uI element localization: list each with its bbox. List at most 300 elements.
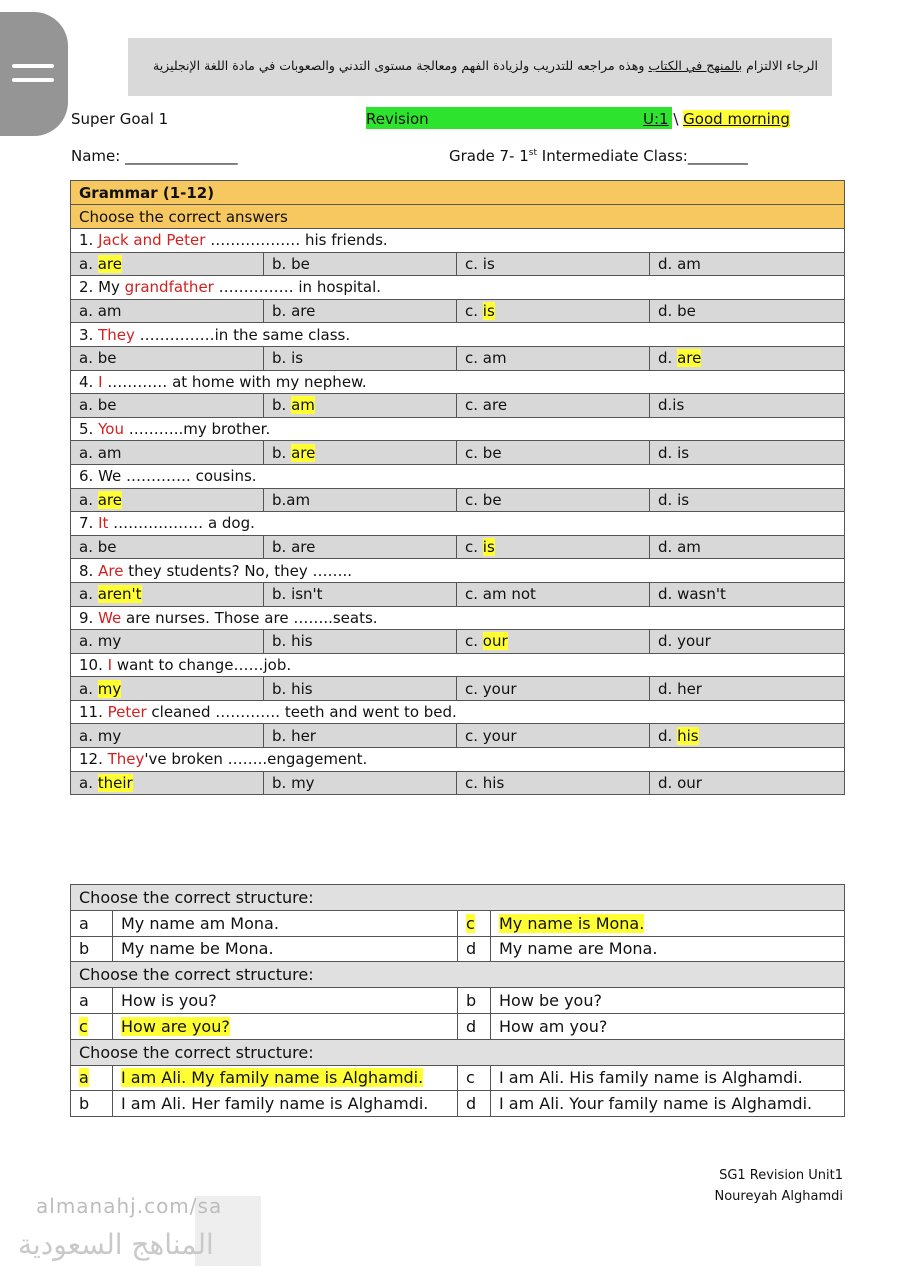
question-prefix: 7. xyxy=(79,514,99,533)
option-text: isn't xyxy=(291,585,323,604)
option-letter: c. xyxy=(465,302,483,321)
options-row xyxy=(71,346,845,370)
correct-answer: is xyxy=(482,538,495,557)
question-prefix: 5. xyxy=(79,420,99,439)
answer-option[interactable] xyxy=(650,630,845,654)
question-text xyxy=(71,229,845,253)
letter-text: d xyxy=(466,1094,477,1114)
option-letter: d. xyxy=(658,254,678,273)
structure-option[interactable] xyxy=(491,1013,845,1039)
option-letter: c. xyxy=(465,490,483,509)
option-letter: c. xyxy=(465,773,483,792)
option-letter: d. xyxy=(658,349,678,368)
answer-option[interactable] xyxy=(71,535,264,559)
option-text: wasn't xyxy=(677,585,726,604)
answer-option[interactable] xyxy=(71,630,264,654)
correct-answer: aren't xyxy=(97,585,142,604)
menu-icon-bar xyxy=(12,64,54,68)
option-text: be xyxy=(97,349,117,368)
option-text: her xyxy=(677,679,702,698)
grammar-instruction: Choose the correct answers xyxy=(71,205,845,229)
question-text xyxy=(71,606,845,630)
question-text xyxy=(71,653,845,677)
option-letter: a. xyxy=(79,443,98,462)
option-text: my xyxy=(291,773,315,792)
correct-structure: How are you? xyxy=(121,1016,230,1036)
option-letter: a. xyxy=(79,585,98,604)
answer-option[interactable] xyxy=(650,346,845,370)
correct-answer: am xyxy=(291,396,315,415)
question-row xyxy=(71,559,845,583)
question-subject: Peter xyxy=(107,703,147,722)
structure-letter[interactable] xyxy=(458,1013,491,1039)
option-letter: a. xyxy=(79,773,98,792)
option-letter: b. xyxy=(272,443,292,462)
options-row xyxy=(71,677,845,701)
option-letter: c. xyxy=(465,538,483,557)
question-prefix: 9. xyxy=(79,608,99,627)
structure-row xyxy=(71,1013,845,1039)
answer-option[interactable] xyxy=(264,252,457,276)
question-prefix: 6. We xyxy=(79,467,127,486)
structure-option[interactable] xyxy=(491,936,845,962)
option-letter: b. xyxy=(272,773,292,792)
question-prefix: 3. xyxy=(79,325,99,344)
unit-number: U:1 xyxy=(643,110,669,128)
structure-letter[interactable] xyxy=(71,1013,113,1039)
option-letter: d. xyxy=(658,490,678,509)
option-text: am xyxy=(97,302,122,321)
question-row xyxy=(71,276,845,300)
structure-option[interactable] xyxy=(491,988,845,1014)
structure-option[interactable] xyxy=(491,1065,845,1091)
question-text xyxy=(71,323,845,347)
option-letter: a. xyxy=(79,726,98,745)
options-row xyxy=(71,488,845,512)
option-text: be xyxy=(291,254,310,273)
option-text: are xyxy=(291,538,316,557)
answer-option[interactable] xyxy=(650,724,845,748)
structure-letter[interactable] xyxy=(458,1065,491,1091)
option-text: your xyxy=(482,679,517,698)
answer-option[interactable] xyxy=(71,394,264,418)
question-prefix: 11. xyxy=(79,703,108,722)
option-letter: a. xyxy=(79,349,98,368)
question-rest: ………… at home with my nephew. xyxy=(102,372,367,391)
question-text xyxy=(71,748,845,772)
option-text: is xyxy=(482,254,495,273)
name-field: Name: _______________ xyxy=(71,147,238,165)
options-row xyxy=(71,535,845,559)
structure-row xyxy=(71,988,845,1014)
banner-pre: الرجاء الالتزام xyxy=(742,58,818,73)
options-row xyxy=(71,771,845,795)
watermark-arabic: المناهج السعودية xyxy=(18,1228,214,1261)
structure-instruction: Choose the correct structure: xyxy=(71,885,845,911)
answer-option[interactable] xyxy=(650,252,845,276)
answer-option[interactable] xyxy=(71,724,264,748)
question-prefix: 1. xyxy=(79,231,99,250)
structure-header-row xyxy=(71,962,845,988)
answer-option[interactable] xyxy=(264,771,457,795)
unit-title: Good morning xyxy=(683,110,790,128)
answer-option[interactable] xyxy=(71,488,264,512)
grade-class-field xyxy=(449,147,748,165)
option-letter: b. xyxy=(272,726,292,745)
question-row xyxy=(71,700,845,724)
correct-answer: my xyxy=(97,679,122,698)
option-letter: c. xyxy=(465,585,483,604)
structure-row xyxy=(71,936,845,962)
question-subject: I xyxy=(98,372,103,391)
structure-option[interactable] xyxy=(113,1091,458,1117)
question-prefix: 10. xyxy=(79,655,108,674)
correct-answer: our xyxy=(482,632,508,651)
option-text: my xyxy=(97,632,122,651)
letter-text: d xyxy=(466,1016,477,1036)
option-letter: d. xyxy=(658,632,678,651)
answer-option[interactable] xyxy=(457,394,650,418)
question-subject: grandfather xyxy=(124,278,214,297)
structure-text: My name be Mona. xyxy=(121,939,274,959)
question-row xyxy=(71,748,845,772)
correct-answer: are xyxy=(291,443,316,462)
structure-letter[interactable] xyxy=(71,936,113,962)
structure-letter[interactable] xyxy=(458,936,491,962)
answer-option[interactable] xyxy=(650,394,845,418)
options-row xyxy=(71,724,845,748)
structure-text: I am Ali. Your family name is Alghamdi. xyxy=(499,1094,813,1114)
answer-option[interactable] xyxy=(650,441,845,465)
option-text: our xyxy=(677,773,702,792)
structure-option[interactable] xyxy=(113,988,458,1014)
answer-option[interactable] xyxy=(71,441,264,465)
option-letter: d. xyxy=(658,679,678,698)
answer-option[interactable] xyxy=(264,394,457,418)
question-text xyxy=(71,417,845,441)
question-text xyxy=(71,370,845,394)
unit-separator: \ xyxy=(668,110,684,128)
structure-text: I am Ali. His family name is Alghamdi. xyxy=(499,1068,803,1088)
answer-option[interactable] xyxy=(650,582,845,606)
option-letter: c. xyxy=(465,349,483,368)
option-text: be xyxy=(677,302,696,321)
question-text xyxy=(71,276,845,300)
option-text: your xyxy=(677,632,711,651)
book-title: Super Goal 1 xyxy=(71,110,169,128)
question-row xyxy=(71,512,845,536)
structure-row xyxy=(71,910,845,936)
options-row xyxy=(71,394,845,418)
menu-icon-bar xyxy=(12,78,54,82)
option-letter: b. xyxy=(272,254,292,273)
question-rest: ……………… a dog. xyxy=(108,514,255,533)
question-subject: I xyxy=(107,655,113,674)
answer-option[interactable] xyxy=(650,488,845,512)
option-letter: c. xyxy=(465,443,483,462)
structure-text: How be you? xyxy=(499,991,602,1011)
option-text: his xyxy=(291,632,313,651)
question-rest: ……………… his friends. xyxy=(205,231,388,250)
option-letter: d. xyxy=(658,443,678,462)
answer-option[interactable] xyxy=(264,346,457,370)
footer-author: Noureyah Alghamdi xyxy=(714,1189,843,1204)
option-text: am xyxy=(97,443,122,462)
structure-option[interactable] xyxy=(491,1091,845,1117)
grammar-title: Grammar (1-12) xyxy=(71,181,845,205)
answer-option[interactable] xyxy=(457,346,650,370)
correct-answer: are xyxy=(677,349,702,368)
question-row xyxy=(71,370,845,394)
answer-option[interactable] xyxy=(457,535,650,559)
option-text: is xyxy=(677,490,690,509)
answer-option[interactable] xyxy=(71,299,264,323)
answer-option[interactable] xyxy=(264,441,457,465)
question-subject: It xyxy=(98,514,109,533)
question-rest: …………. cousins. xyxy=(126,467,257,486)
answer-option[interactable] xyxy=(457,771,650,795)
structure-table xyxy=(70,884,845,1117)
letter-text: d xyxy=(466,939,477,959)
option-letter: a. xyxy=(79,632,98,651)
question-subject: We xyxy=(98,608,122,627)
answer-option[interactable] xyxy=(457,488,650,512)
question-subject: They xyxy=(107,750,145,769)
arabic-banner xyxy=(128,38,832,96)
option-letter: c. xyxy=(465,679,483,698)
structure-option[interactable] xyxy=(491,910,845,936)
question-prefix: 8. xyxy=(79,561,99,580)
structure-letter[interactable] xyxy=(71,910,113,936)
menu-icon[interactable] xyxy=(0,12,68,136)
answer-option[interactable] xyxy=(264,535,457,559)
question-rest: are nurses. Those are ……..seats. xyxy=(121,608,378,627)
option-text: are xyxy=(482,396,508,415)
question-subject: Are xyxy=(98,561,124,580)
grade-suffix: Intermediate Class:________ xyxy=(537,147,748,165)
option-letter: d. xyxy=(658,396,673,415)
answer-option[interactable] xyxy=(71,252,264,276)
option-text: his xyxy=(482,773,505,792)
structure-instruction: Choose the correct structure: xyxy=(71,962,845,988)
grade-sup: st xyxy=(528,148,537,158)
question-text xyxy=(71,464,845,488)
option-letter: c. xyxy=(465,254,483,273)
question-row xyxy=(71,417,845,441)
question-row xyxy=(71,653,845,677)
option-letter: d. xyxy=(658,538,678,557)
question-subject: Jack and Peter xyxy=(98,231,206,250)
grammar-table xyxy=(70,180,845,795)
letter-text: c xyxy=(79,1016,88,1036)
question-rest: want to change……job. xyxy=(112,655,292,674)
option-letter: b. xyxy=(272,585,292,604)
letter-text: b xyxy=(79,1094,90,1114)
options-row xyxy=(71,441,845,465)
question-text xyxy=(71,512,845,536)
answer-option[interactable] xyxy=(264,630,457,654)
option-letter: d. xyxy=(658,773,678,792)
option-text: be xyxy=(97,538,117,557)
option-text: be xyxy=(482,443,502,462)
correct-answer: are xyxy=(97,254,122,273)
structure-text: I am Ali. Her family name is Alghamdi. xyxy=(121,1094,429,1114)
correct-structure: I am Ali. My family name is Alghamdi. xyxy=(121,1068,424,1088)
answer-option[interactable] xyxy=(71,677,264,701)
answer-option[interactable] xyxy=(650,771,845,795)
answer-option[interactable] xyxy=(650,299,845,323)
answer-option[interactable] xyxy=(457,582,650,606)
question-rest: they students? No, they …….. xyxy=(123,561,353,580)
question-subject: You xyxy=(98,420,124,439)
structure-text: My name are Mona. xyxy=(499,939,658,959)
option-text: her xyxy=(291,726,316,745)
option-text: his xyxy=(291,679,313,698)
options-row xyxy=(71,582,845,606)
letter-text: b xyxy=(466,991,477,1011)
option-text: my xyxy=(97,726,122,745)
question-rest: ……………in the same class. xyxy=(134,325,351,344)
option-letter: a. xyxy=(79,679,98,698)
answer-option[interactable] xyxy=(650,677,845,701)
question-rest: cleaned …………. teeth and went to bed. xyxy=(146,703,457,722)
structure-letter[interactable] xyxy=(458,1091,491,1117)
answer-option[interactable] xyxy=(457,724,650,748)
option-letter: b. xyxy=(272,302,292,321)
question-subject: They xyxy=(98,325,135,344)
option-text: are xyxy=(291,302,316,321)
structure-option[interactable] xyxy=(113,1065,458,1091)
answer-option[interactable] xyxy=(457,252,650,276)
structure-row xyxy=(71,1065,845,1091)
correct-answer: are xyxy=(97,490,122,509)
structure-letter[interactable] xyxy=(71,1065,113,1091)
structure-text: My name am Mona. xyxy=(121,913,279,933)
answer-option[interactable] xyxy=(457,441,650,465)
option-letter: d. xyxy=(658,585,678,604)
structure-text: How is you? xyxy=(121,991,217,1011)
option-letter: d. xyxy=(658,726,678,745)
revision-label: Revision xyxy=(366,110,429,128)
answer-option[interactable] xyxy=(457,677,650,701)
letter-text: a xyxy=(79,913,89,933)
letter-text: a xyxy=(79,991,89,1011)
option-letter: a. xyxy=(79,254,98,273)
option-text: is xyxy=(677,443,690,462)
option-letter: a. xyxy=(79,396,98,415)
answer-option[interactable] xyxy=(650,535,845,559)
option-letter: b. xyxy=(272,538,292,557)
structure-option[interactable] xyxy=(113,910,458,936)
structure-header-row xyxy=(71,1039,845,1065)
watermark-url: almanahj.com/sa xyxy=(36,1194,223,1218)
option-letter: b. xyxy=(272,632,292,651)
option-text: is xyxy=(672,396,685,415)
option-letter: a. xyxy=(79,538,98,557)
banner-text xyxy=(153,58,818,73)
answer-option[interactable] xyxy=(264,724,457,748)
letter-text: b xyxy=(79,939,90,959)
option-letter: b. xyxy=(272,490,287,509)
question-row xyxy=(71,606,845,630)
structure-instruction: Choose the correct structure: xyxy=(71,1039,845,1065)
question-prefix: 12. xyxy=(79,750,108,769)
option-letter: c. xyxy=(465,396,483,415)
structure-letter[interactable] xyxy=(71,1091,113,1117)
banner-underlined: بالمنهج في الكتاب xyxy=(648,58,743,73)
grade-prefix: Grade 7- 1 xyxy=(449,147,529,165)
structure-row xyxy=(71,1091,845,1117)
option-letter: c. xyxy=(465,632,483,651)
answer-option[interactable] xyxy=(71,346,264,370)
option-text: am xyxy=(677,254,701,273)
options-row xyxy=(71,630,845,654)
options-row xyxy=(71,252,845,276)
structure-text: How am you? xyxy=(499,1016,608,1036)
option-text: is xyxy=(291,349,304,368)
option-text: am not xyxy=(482,585,536,604)
unit-label xyxy=(643,110,790,128)
option-letter: d. xyxy=(658,302,678,321)
letter-text: c xyxy=(466,913,475,933)
letter-text: a xyxy=(79,1068,89,1088)
banner-post: وهذه مراجعه للتدريب ولزيادة الفهم ومعالجة مستوى التدني والصعوبات في مادة اللغة الإنجليزية xyxy=(153,58,649,73)
option-letter: b. xyxy=(272,396,292,415)
option-text: am xyxy=(286,490,311,509)
answer-option[interactable] xyxy=(457,299,650,323)
options-row xyxy=(71,299,845,323)
question-rest: ………..my brother. xyxy=(123,420,271,439)
question-row xyxy=(71,464,845,488)
question-prefix: 2. My xyxy=(79,278,125,297)
answer-option[interactable] xyxy=(264,299,457,323)
option-letter: a. xyxy=(79,302,98,321)
option-letter: b. xyxy=(272,349,292,368)
question-rest: 've broken ……..engagement. xyxy=(144,750,368,769)
structure-header-row xyxy=(71,885,845,911)
answer-option[interactable] xyxy=(264,488,457,512)
correct-structure: My name is Mona. xyxy=(499,913,645,933)
answer-option[interactable] xyxy=(264,582,457,606)
correct-answer: their xyxy=(97,773,133,792)
option-text: be xyxy=(97,396,117,415)
option-text: am xyxy=(482,349,507,368)
correct-answer: is xyxy=(482,302,495,321)
structure-option[interactable] xyxy=(113,936,458,962)
structure-letter[interactable] xyxy=(458,988,491,1014)
correct-answer: his xyxy=(677,726,699,745)
question-text xyxy=(71,559,845,583)
question-row xyxy=(71,323,845,347)
answer-option[interactable] xyxy=(71,771,264,795)
answer-option[interactable] xyxy=(264,677,457,701)
question-row xyxy=(71,229,845,253)
answer-option[interactable] xyxy=(71,582,264,606)
option-text: be xyxy=(482,490,502,509)
question-prefix: 4. xyxy=(79,372,99,391)
option-letter: a. xyxy=(79,490,98,509)
option-letter: c. xyxy=(465,726,483,745)
footer-course: SG1 Revision Unit1 xyxy=(719,1168,843,1183)
question-rest: …………… in hospital. xyxy=(213,278,382,297)
option-letter: b. xyxy=(272,679,292,698)
structure-letter[interactable] xyxy=(458,910,491,936)
structure-letter[interactable] xyxy=(71,988,113,1014)
question-text xyxy=(71,700,845,724)
option-text: am xyxy=(677,538,701,557)
structure-option[interactable] xyxy=(113,1013,458,1039)
answer-option[interactable] xyxy=(457,630,650,654)
